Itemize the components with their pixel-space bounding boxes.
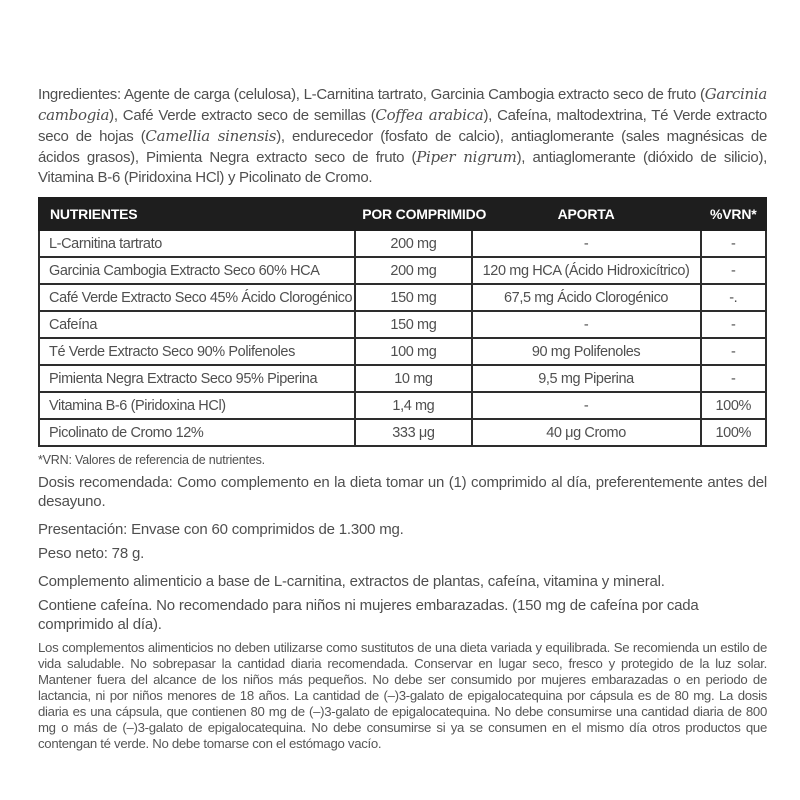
cell-nutriente: Té Verde Extracto Seco 90% Polifenoles: [39, 338, 355, 365]
column-header-aporta: APORTA: [472, 198, 701, 230]
table-row: [39, 365, 766, 392]
table-row: [39, 311, 766, 338]
ingredients-text: ), endurecedor (fosfato de calcio), antiaglomerante (sales magnésicas de ácidos grasos), Pimienta Negra extracto seco de fruto (: [38, 128, 767, 166]
cell-por-comprimido: 1,4 mg: [355, 392, 471, 419]
cell-aporta: 90 mg Polifenoles: [472, 338, 701, 365]
ingredients-text: ), antiaglomerante (dióxido de silicio), Vitamina B-6 (Piridoxina HCl) y Picolinato de Cromo.: [38, 149, 768, 186]
cell-por-comprimido: 10 mg: [355, 365, 471, 392]
ingredients-paragraph: [38, 84, 767, 188]
header-row: [39, 198, 766, 230]
cell-por-comprimido: 200 mg: [355, 257, 471, 284]
cell-por-comprimido: 100 mg: [355, 338, 471, 365]
cell-vrn: 100%: [701, 419, 766, 446]
cell-nutriente: Cafeína: [39, 311, 355, 338]
table-row: [39, 419, 766, 446]
cell-nutriente: Picolinato de Cromo 12%: [39, 419, 355, 446]
vrn-footnote: *VRN: Valores de referencia de nutrientes.: [38, 453, 265, 467]
latin-name: Coffea arabica: [375, 106, 484, 124]
cell-vrn: 100%: [701, 392, 766, 419]
ingredients-text: Ingredientes: Agente de carga (celulosa), L-Carnitina tartrato, Garcinia Cambogia extracto seco de fruto (: [38, 86, 705, 103]
cell-por-comprimido: 333 μg: [355, 419, 471, 446]
table-row: [39, 284, 766, 311]
cell-nutriente: Café Verde Extracto Seco 45% Ácido Clorogénico: [39, 284, 355, 311]
latin-name: Garcinia cambogia: [38, 85, 767, 124]
nutrients-table-header: [39, 198, 766, 230]
complemento-descripcion-text: Complemento alimenticio a base de L-carnitina, extractos de plantas, cafeína, vitamina y mineral.: [38, 573, 665, 590]
cell-por-comprimido: 150 mg: [355, 311, 471, 338]
column-header-nutrientes: NUTRIENTES: [39, 198, 355, 230]
nutrients-table: [38, 197, 767, 447]
cell-aporta: 120 mg HCA (Ácido Hidroxicítrico): [472, 257, 701, 284]
table-row: [39, 257, 766, 284]
cell-por-comprimido: 200 mg: [355, 230, 471, 257]
cell-nutriente: L-Carnitina tartrato: [39, 230, 355, 257]
cell-vrn: -: [701, 257, 766, 284]
column-header-vrn: %VRN*: [701, 198, 766, 230]
cell-nutriente: Vitamina B-6 (Piridoxina HCl): [39, 392, 355, 419]
dosis-recomendada-text: Dosis recomendada: Como complemento en la dieta tomar un (1) comprimido al día, preferentemente antes del desayuno.: [38, 474, 767, 510]
cell-vrn: -: [701, 230, 766, 257]
column-header-por-comprimido: POR COMPRIMIDO: [355, 198, 471, 230]
cell-vrn: -: [701, 365, 766, 392]
cell-vrn: -: [701, 311, 766, 338]
cell-aporta: 40 μg Cromo: [472, 419, 701, 446]
cell-aporta: -: [472, 230, 701, 257]
cell-aporta: -: [472, 392, 701, 419]
cell-nutriente: Garcinia Cambogia Extracto Seco 60% HCA: [39, 257, 355, 284]
latin-name: Piper nigrum: [416, 148, 517, 166]
peso-neto-text: Peso neto: 78 g.: [38, 545, 145, 562]
cell-aporta: 67,5 mg Ácido Clorogénico: [472, 284, 701, 311]
cell-aporta: 9,5 mg Piperina: [472, 365, 701, 392]
ingredients-text: ), Café Verde extracto seco de semillas (: [109, 107, 376, 124]
contiene-cafeina-text: Contiene cafeína. No recomendado para niños ni mujeres embarazadas. (150 mg de cafeína por cada comprimido al día).: [38, 597, 699, 633]
ingredients-text: ), Cafeína, maltodextrina, Té Verde extracto seco de hojas (: [38, 107, 767, 145]
nutrients-table-body: [39, 230, 766, 446]
table-row: [39, 230, 766, 257]
cell-vrn: -.: [701, 284, 766, 311]
cell-aporta: -: [472, 311, 701, 338]
cell-vrn: -: [701, 338, 766, 365]
presentacion-text: Presentación: Envase con 60 comprimidos de 1.300 mg.: [38, 521, 404, 538]
cell-nutriente: Pimienta Negra Extracto Seco 95% Piperina: [39, 365, 355, 392]
latin-name: Camellia sinensis: [145, 127, 277, 145]
table-row: [39, 338, 766, 365]
table-row: [39, 392, 766, 419]
advertencias-text: Los complementos alimenticios no deben utilizarse como sustitutos de una dieta variada y equilibrada. Se recomienda un estilo de vida saludable. No sobrepasar la cantidad diaria recomendada. Conservar en lugar seco, fresco y protegido de la luz solar. Mantener fuera del alcance de los niños más pequeños. No debe ser consumido por mujeres embarazadas o en periodo de lactancia, ni por niños menores de 18 años. La cantidad de (–)3-galato de epigalocatequina por cápsula es de 80 mg. La dosis diaria es una cápsula, que contienen 80 mg de (–)3-galato de epigalocatequina. No debe consumirse una cantidad diaria de 800 mg o más de (–)3-galato de epigalocatequina. No debe consumirse si ya se consumen en el mismo día otros productos que contengan té verde. No debe tomarse con el estómago vacío.: [38, 640, 767, 751]
cell-por-comprimido: 150 mg: [355, 284, 471, 311]
